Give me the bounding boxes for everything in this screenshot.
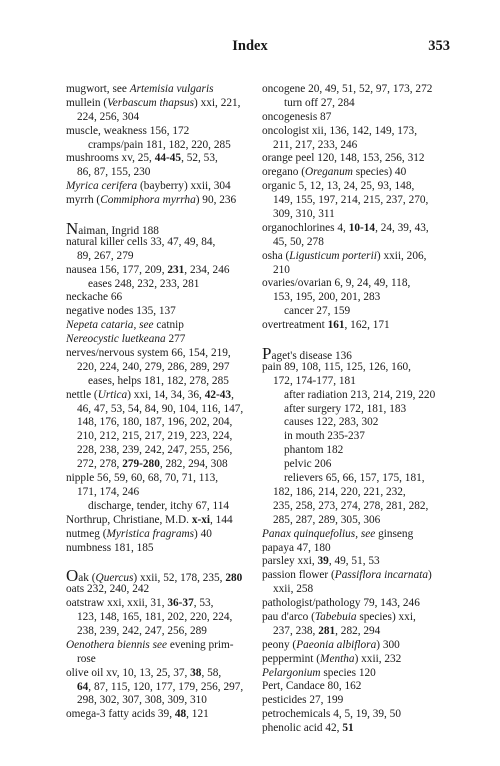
index-text: pain 89, 108, 115, 125, 126, 160, [262,360,411,373]
section-initial: N [66,219,79,239]
index-text: Myristica fragrams [106,527,195,540]
index-text: 210, 212, 215, 217, 219, 223, 224, [77,430,233,443]
index-text: species 120 [320,666,376,679]
index-line [66,83,256,97]
index-line [262,597,452,611]
index-line [262,264,452,278]
index-text: Artemisia vulgaris [129,83,214,95]
index-text: neckache 66 [66,291,123,304]
index-text: oatstraw xxi, xxii, 31, [66,597,168,610]
index-column-right [262,83,452,736]
index-line [262,694,452,708]
index-line [66,486,256,500]
index-text: 281 [318,624,336,637]
index-text: nipple 56, 59, 60, 68, 70, 71, 113, [66,472,219,485]
index-line [66,542,256,556]
index-text: peppermint ( [262,652,321,665]
index-line [262,250,452,264]
section-gap [66,208,256,222]
index-text: Verbascum thapsus [107,96,195,109]
index-text: petrochemicals 4, 5, 19, 39, 50 [262,708,401,721]
index-text: ) xxi, 14, 34, 36, [127,388,205,401]
index-line [262,83,452,97]
index-line [262,403,452,417]
index-text: 280 [225,572,243,585]
index-text: Tabebuia [314,610,357,623]
index-text: , 121 [186,708,209,721]
index-text: 224, 256, 304 [77,110,140,123]
index-line [262,236,452,250]
index-text: 309, 310, 311 [273,208,335,221]
index-text: 86, 87, 155, 230 [77,166,151,179]
index-line [262,680,452,694]
index-text: nutmeg ( [66,527,107,540]
index-line [66,403,256,417]
index-line [262,625,452,639]
index-line [262,139,452,153]
index-line [66,611,256,625]
index-line [262,361,452,375]
index-text: , 282, 294, 308 [159,458,228,471]
index-line [262,291,452,305]
index-text: overtreatment [262,319,328,332]
index-text: in mouth 235-237 [284,430,365,443]
index-text: species) xxi, [356,610,416,623]
index-text: 64 [77,680,89,693]
index-text: mugwort, see [66,83,130,95]
index-text: mushrooms xv, 25, [66,152,155,165]
index-text: oncogenesis 87 [262,110,332,123]
index-text: 237, 238, [273,624,319,637]
index-text: 149, 155, 197, 214, 215, 237, 270, [273,194,429,207]
index-text: parsley xxi, [262,555,318,568]
index-text: peony ( [262,638,297,651]
index-line [66,333,256,347]
index-text: 89, 267, 279 [77,249,134,262]
index-text: ) 90, 236 [195,194,237,207]
index-line [66,236,256,250]
index-line [66,347,256,361]
index-text: eases, helps 181, 182, 278, 285 [88,374,229,387]
index-line [66,500,256,514]
section-gap [66,555,256,569]
index-line [66,444,256,458]
index-text: nausea 156, 177, 209, [66,263,168,276]
index-text: 148, 176, 180, 187, 196, 202, 204, [77,416,233,429]
index-column-left [66,83,256,722]
index-text: , 282, 294 [335,624,381,637]
index-line [262,514,452,528]
index-line [66,152,256,166]
index-line [66,375,256,389]
index-line [262,305,452,319]
index-line [66,514,256,528]
index-text: 298, 302, 307, 308, 309, 310 [77,694,207,707]
index-text: , 58, [201,666,222,679]
index-text: orange peel 120, 148, 153, 256, 312 [262,152,425,165]
index-text: 42-43 [204,388,232,401]
index-line [66,639,256,653]
index-line [66,430,256,444]
index-line [262,222,452,236]
index-line [262,722,452,736]
index-text: Pert, Candace 80, 162 [262,680,362,693]
index-text: Oenothera biennis see [66,638,168,651]
index-line [262,528,452,542]
index-line [262,194,452,208]
index-text: oncogene 20, 49, 51, 52, 97, 173, 272 [262,83,433,95]
index-line [262,97,452,111]
index-text: , 87, 115, 120, 177, 179, 256, 297, [88,680,244,693]
index-text: 45, 50, 278 [273,235,324,248]
index-text: causes 122, 283, 302 [284,416,379,429]
index-line [262,542,452,556]
index-line [262,416,452,430]
index-line [66,139,256,153]
index-text: ) xxi, 221, [194,96,241,109]
section-initial: O [66,566,79,586]
index-line [262,472,452,486]
index-line [66,694,256,708]
index-line [66,583,256,597]
page-number: 353 [428,38,450,54]
index-text: 285, 287, 289, 305, 306 [273,513,381,526]
index-text: discharge, tender, itchy 67, 114 [88,499,230,512]
index-line [66,291,256,305]
index-text: (bayberry) xxii, 304 [137,180,231,193]
index-text: rose [77,652,96,665]
index-text: Passiflora incarnata [334,569,429,582]
index-text: 182, 186, 214, 220, 221, 232, [273,485,406,498]
index-line [262,344,452,364]
index-text: 172, 174-177, 181 [273,374,356,387]
index-text: omega-3 fatty acids 39, [66,708,175,721]
index-line [66,667,256,681]
index-text: 277 [165,333,186,346]
index-text: aget's disease 136 [271,350,352,363]
index-text: olive oil xv, 10, 13, 25, 37, [66,666,191,679]
index-line [262,389,452,403]
index-line [66,305,256,319]
index-text: negative nodes 135, 137 [66,305,176,318]
index-line [66,566,256,586]
index-line [66,250,256,264]
index-text: , 52, 53, [181,152,218,165]
index-text: Nereocystic luetkeana [66,333,166,346]
index-line [262,708,452,722]
index-text: passion flower ( [262,569,335,582]
index-line [262,166,452,180]
index-text: 10-14 [348,221,376,234]
index-text: after radiation 213, 214, 219, 220 [284,388,436,401]
index-text: turn off 27, 284 [284,96,355,109]
index-text: , [231,388,234,401]
index-line [66,219,256,239]
index-text: Nepeta cataria, see [66,319,154,332]
index-line [262,277,452,291]
index-text: mullein ( [66,96,108,109]
index-line [262,653,452,667]
index-text: Northrup, Christiane, M.D. [66,513,192,526]
index-line [66,458,256,472]
index-text: cramps/pain 181, 182, 220, 285 [88,138,231,151]
index-line [262,375,452,389]
index-line [262,180,452,194]
index-text: pathologist/pathology 79, 143, 246 [262,597,420,610]
index-text: 231 [167,263,185,276]
index-text: aiman, Ingrid 188 [78,225,159,238]
index-line [66,166,256,180]
index-text: Ligusticum porterii [289,249,377,262]
index-line [66,653,256,667]
index-text: , 144 [210,513,233,526]
index-line [262,611,452,625]
index-line [262,444,452,458]
index-line [66,361,256,375]
index-text: myrrh ( [66,194,101,207]
index-text: 38 [190,666,202,679]
index-text: species) 40 [352,166,407,179]
index-text: Commiphora myrrha [100,194,196,207]
index-text: 36-37 [167,597,194,610]
index-line [66,319,256,333]
index-text: , 162, 171 [344,319,390,332]
index-text: natural killer cells 33, 47, 49, 84, [66,235,216,248]
index-text: 46, 47, 53, 54, 84, 90, 104, 116, 147, [77,402,244,415]
index-text: 210 [273,263,290,276]
index-line [262,555,452,569]
index-text: Quercus [95,572,134,585]
index-text: 272, 278, [77,458,123,471]
index-line [66,416,256,430]
index-line [262,639,452,653]
index-text: nerves/nervous system 66, 154, 219, [66,347,231,360]
index-text: , 49, 51, 53 [328,555,380,568]
index-line [262,152,452,166]
index-text: phantom 182 [284,444,344,457]
index-text: pau d'arco ( [262,610,315,623]
index-line [262,208,452,222]
index-text: ) xxii, 52, 178, 235, [133,572,226,585]
index-text: 279-280 [122,458,160,471]
index-line [66,389,256,403]
index-text: Urtica [97,388,128,401]
index-text: 39 [317,555,329,568]
index-text: numbness 181, 185 [66,541,154,554]
index-text: ) xxii, 206, [376,249,427,262]
index-text: 238, 239, 242, 247, 256, 289 [77,624,207,637]
index-text: pelvic 206 [284,458,332,471]
index-line [66,194,256,208]
index-line [66,180,256,194]
index-text: , 234, 246 [184,263,230,276]
index-text: Paeonia albiflora [296,638,377,651]
index-text: xxii, 258 [273,583,314,596]
index-text: cancer 27, 159 [284,305,351,318]
index-line [66,708,256,722]
index-text: muscle, weakness 156, 172 [66,124,190,137]
index-text: ) 40 [194,527,212,540]
index-text: pesticides 27, 199 [262,694,344,707]
index-line [66,528,256,542]
index-text: eases 248, 232, 233, 281 [88,277,200,290]
index-line [262,583,452,597]
index-text: ovaries/ovarian 6, 9, 24, 49, 118, [262,277,411,290]
index-text: after surgery 172, 181, 183 [284,402,407,415]
index-text: x-xi [191,513,211,526]
index-text: papaya 47, 180 [262,541,331,554]
index-line [66,264,256,278]
index-line [262,486,452,500]
index-text: 44-45 [154,152,182,165]
index-line [66,278,256,292]
index-text: nettle ( [66,388,98,401]
index-text: oncologist xii, 136, 142, 149, 173, [262,124,418,137]
index-text: organic 5, 12, 13, 24, 25, 93, 148, [262,180,415,193]
index-text: ) xxii, 232 [354,652,402,665]
running-head-title: Index [232,38,268,54]
index-line [262,111,452,125]
index-line [262,667,452,681]
index-text: Pelargonium [262,666,321,679]
section-initial: P [262,344,272,364]
index-text: oregano ( [262,166,305,179]
index-text: ) [428,569,432,582]
index-text: Mentha [320,652,355,665]
index-text: 220, 224, 240, 279, 286, 289, 297 [77,360,230,373]
index-text: Oreganum [304,166,353,179]
index-text: evening prim- [167,638,234,651]
index-text: 161 [327,319,345,332]
index-text: ginseng [375,527,414,540]
index-text: 153, 195, 200, 201, 283 [273,291,381,304]
section-gap [262,333,452,347]
index-text: 171, 174, 246 [77,485,140,498]
index-line [262,500,452,514]
index-line [66,125,256,139]
index-line [66,597,256,611]
index-text: , 24, 39, 43, [375,221,429,234]
index-text: Panax quinquefolius, see [262,527,376,540]
index-text: organochlorines 4, [262,221,349,234]
index-text: ) 300 [376,638,400,651]
index-text: , 53, [193,597,214,610]
index-line [66,625,256,639]
index-text: phenolic acid 42, [262,722,343,735]
index-line [66,472,256,486]
index-line [66,111,256,125]
index-text: 235, 258, 273, 274, 278, 281, 282, [273,499,429,512]
index-text: ak ( [78,572,96,585]
index-text: Myrica cerifera [66,180,138,193]
index-line [262,319,452,333]
index-text: osha ( [262,249,290,262]
index-line [262,569,452,583]
index-line [66,97,256,111]
index-line [262,430,452,444]
index-line [262,458,452,472]
index-text: catnip [153,319,184,332]
index-text: oats 232, 240, 242 [66,583,150,596]
index-text: relievers 65, 66, 157, 175, 181, [284,472,425,485]
index-line [66,681,256,695]
index-text: 48 [174,708,187,721]
index-text: 228, 238, 239, 242, 247, 255, 256, [77,444,233,457]
index-text: 211, 217, 233, 246 [273,138,358,151]
index-text: 51 [342,722,354,735]
index-text: 123, 148, 165, 181, 202, 220, 224, [77,611,233,624]
index-line [262,125,452,139]
